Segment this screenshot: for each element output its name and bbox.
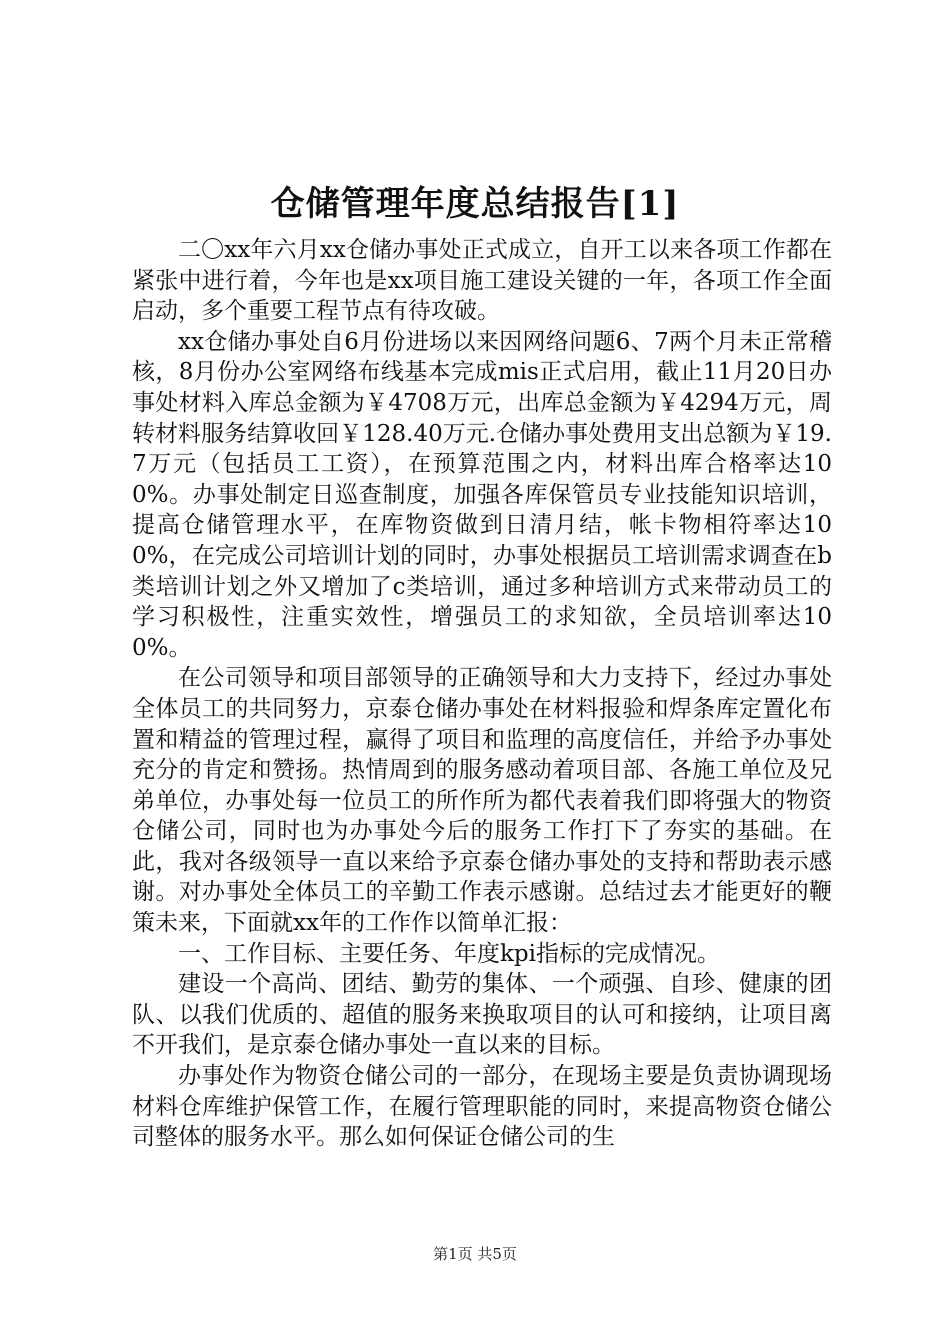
paragraph-5: 办事处作为物资仓储公司的一部分，在现场主要是负责协调现场材料仓库维护保管工作，在履行管理职能的同时，来提高物资仓储公司整体的服务水平。那么如何保证仓储公司的生 — [132, 1063, 832, 1151]
document-title: 仓储管理年度总结报告[1] — [270, 184, 680, 224]
paragraph-1: 二〇xx年六月xx仓储办事处正式成立，自开工以来各项工作都在紧张中进行着，今年也是xx项目施工建设关键的一年，各项工作全面启动，多个重要工程节点有待攻破。 — [132, 237, 832, 325]
section-heading: 一、工作目标、主要任务、年度kpi指标的完成情况。 — [178, 940, 721, 967]
page-indicator: 第1页 共5页 — [433, 1245, 517, 1263]
paragraph-4: 建设一个高尚、团结、勤劳的集体、一个顽强、自珍、健康的团队、以我们优质的、超值的服务来换取项目的认可和接纳，让项目离不开我们，是京泰仓储办事处一直以来的目标。 — [132, 971, 832, 1059]
page-footer — [0, 1244, 950, 1264]
paragraph-2: xx仓储办事处自6月份进场以来因网络问题6、7两个月未正常稽核，8月份办公室网络布线基本完成mis正式启用，截止11月20日办事处材料入库总金额为￥4708万元，出库总金额为￥4294万元，周转材料服务结算收回￥128.40万元.仓储办事处费用支出总额为￥19.7万元（包括员工工资），在预算范围之内，材料出库合格率达100%。办事处制定日巡查制度，加强各库保管员专业技能知识培训，提高仓储管理水平，在库物资做到日清月结，帐卡物相符率达100%，在完成公司培训计划的同时，办事处根据员工培训需求调查在b类培训计划之外又增加了c类培训，通过多种培训方式来带动员工的学习积极性，注重实效性，增强员工的求知欲，全员培训率达100%。 — [132, 328, 832, 661]
document-body — [132, 235, 832, 1153]
paragraph-3: 在公司领导和项目部领导的正确领导和大力支持下，经过办事处全体员工的共同努力，京泰仓储办事处在材料报验和焊条库定置化布置和精益的管理过程，赢得了项目和监理的高度信任，并给予办事处充分的肯定和赞扬。热情周到的服务感动着项目部、各施工单位及兄弟单位，办事处每一位员工的所作所为都代表着我们即将强大的物资仓储公司，同时也为办事处今后的服务工作打下了夯实的基础。在此，我对各级领导一直以来给予京泰仓储办事处的支持和帮助表示感谢。对办事处全体员工的辛勤工作表示感谢。总结过去才能更好的鞭策未来，下面就xx年的工作作以简单汇报： — [132, 665, 832, 937]
